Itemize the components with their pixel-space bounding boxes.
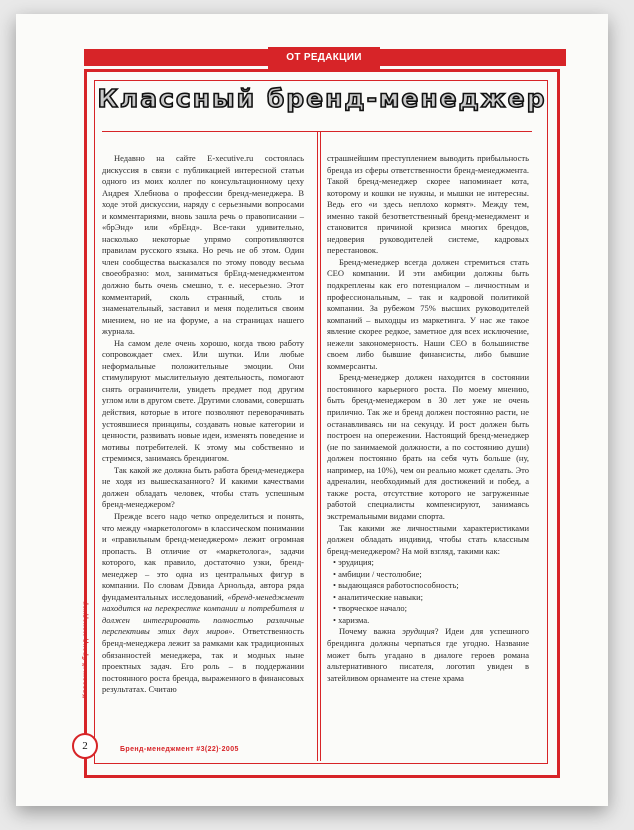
- list-item: • выдающаяся работоспособность;: [333, 580, 459, 591]
- paragraph: Бренд-менеджер всегда должен стремиться стать CEO компании. И эти амбиции должны быть подкреплены как его потенциалом – личностным и профессиональным, – так и кадровой политикой компании. За рубежом 75% высших руководителей компаний – выходцы из маркетинга. У нас же такое явление скорее редкое, заметное для всех исключение, нежели закономерность. Наши CEO в большинстве своем либо бывшие финансисты, либо бывшие коммерсанты.: [327, 256, 529, 371]
- paragraph: [102, 511, 304, 696]
- right-column: [327, 153, 529, 684]
- paragraph: Так какими же личностными характеристиками должен обладать индивид, чтобы стать классным бренд-менеджером? На мой взгляд, такими как:: [327, 522, 529, 556]
- emphasis: эрудиция: [402, 626, 435, 637]
- paragraph: Недавно на сайте E-xecutive.ru состоялась дискуссия в связи с публикацией интересной статьи одного из моих коллег по консультационному цеху Андрея Хлебнова о профессии бренд-менеджера. В ходе этой дискуссии, наряду с серьезными вопросами и комментариями, вновь зашла речь о правописании – «брЭнд» или «брЕнд». Все-таки удивительно, насколько некоторые упрямо сопротивляются правилам русского языка. Но речь не об этом. Один член сообщества высказался по этому поводу весьма своеобразно: мол, заниматься брЕнд-менеджментом должно быть очень смешно, т. е. несерьезно. Этот комментарий, сколь странный, столь и знаменательный, заставил и меня поделиться своим мнением, но не на форуме, а на страницах нашего журнала.: [102, 153, 304, 337]
- section-label: ОТ РЕДАКЦИИ: [268, 47, 380, 69]
- paragraph: На самом деле очень хорошо, когда твою работу сопровождает смех. Или шутки. Или любые неформальные положительные эмоции. Они стимулируют мыслительную деятельность, помогают снять ограничители, увидеть предмет под другим углом или в другом свете. Другими словами, совершать действия, которые в итоге позволяют переворачивать устоявшиеся принципы, создавать новые категории и ценности, развивать новые идеи, изменять поведение и мотивы потребителей. К этому мы собственно и стремимся, занимаясь брендингом.: [102, 337, 304, 464]
- column-divider: [317, 131, 318, 761]
- left-column: [102, 153, 304, 696]
- paragraph: Бренд-менеджер должен находится в состоянии постоянного карьерного роста. По моему мнению, быть бренд-менеджером в 30 лет уже не очень прилично. Так же и бренд должен постоянно расти, не останавливаясь ни на секунду. И рост должен быть построен на опережении. Настоящий бренд-менеджер (не по занимаемой должности, а по состоянию души) должен постоянно брать на себя чуть больше (ну, например, на 10%), чем он реально может сделать. Это адреналин, необходимый для достижений и побед, а также роста, отсутствие которого не загруженные работой специалисты компенсируют, занимаясь экстремальными видами спорта.: [327, 372, 529, 521]
- traits-list: [327, 557, 529, 626]
- list-item: • творческое начало;: [333, 603, 407, 614]
- paragraph: страшнейшим преступлением выводить прибыльность бренда из сферы ответственности бренд-менеджмента. Такой бренд-менеджер скорее напоминает кота, которому и кошки не нужны, и мышки не интересны. Ведь его «и здесь неплохо кормят». Между тем, именно такой безответственный бренд-менеджмент и становится причиной кризиса многих брендов, недоверия руководителей системе, кадровых перестановок.: [327, 153, 529, 256]
- quote: «бренд-менеджмент находится на перекрестке компании и потребителя и должен интегрировать полностью различные перспективы этих двух миров»: [102, 591, 304, 637]
- paragraph-text: . Ответственность бренд-менеджера лежит за рамками как традиционных обязанностей менеджера, так и модных ныне проектных задач. Его роль – в поддержании постоянного роста бренда, выраженного в финансовых результатах. Считаю: [102, 626, 304, 695]
- article-title: Классный бренд-менеджер: [97, 84, 547, 113]
- list-item: • харизма.: [333, 614, 370, 625]
- page-number: 2: [72, 733, 98, 759]
- list-item: • эрудиция;: [333, 557, 374, 568]
- list-item: • аналитические навыки;: [333, 591, 424, 602]
- section-side-label: Классный бренд-менеджер: [82, 600, 89, 698]
- paragraph: Так какой же должна быть работа бренд-менеджера не ходя из вышесказанного? И какими качествами должен обладать человек, чтобы стать успешным бренд-менеджером?: [102, 464, 304, 510]
- paragraph: [327, 626, 529, 684]
- paragraph-text: ? Идеи для успешного брендинга должны черпаться где угодно. Название может быть угадано в диалоге героев романа альтернативного писателя, логотип увиден в затейливом орнаменте на стене храма: [327, 626, 529, 683]
- footer-issue: Бренд-менеджмент #3(22)·2005: [120, 746, 239, 753]
- list-item: • амбиции / честолюбие;: [333, 568, 422, 579]
- paragraph-text: Прежде всего надо четко определиться и понять, что между «маркетологом» в классическом понимании и «правильным бренд-менеджером» лежит огромная пропасть. В отличие от «маркетолога», задачи которого, как правило, достаточно узки, бренд-менеджер – это одна из центральных фигур в компании. По словам Дэвида Арнольда, автора ряда фундаментальных исследований,: [102, 510, 304, 602]
- column-divider: [320, 131, 321, 761]
- paragraph-text: Почему важна: [339, 626, 403, 637]
